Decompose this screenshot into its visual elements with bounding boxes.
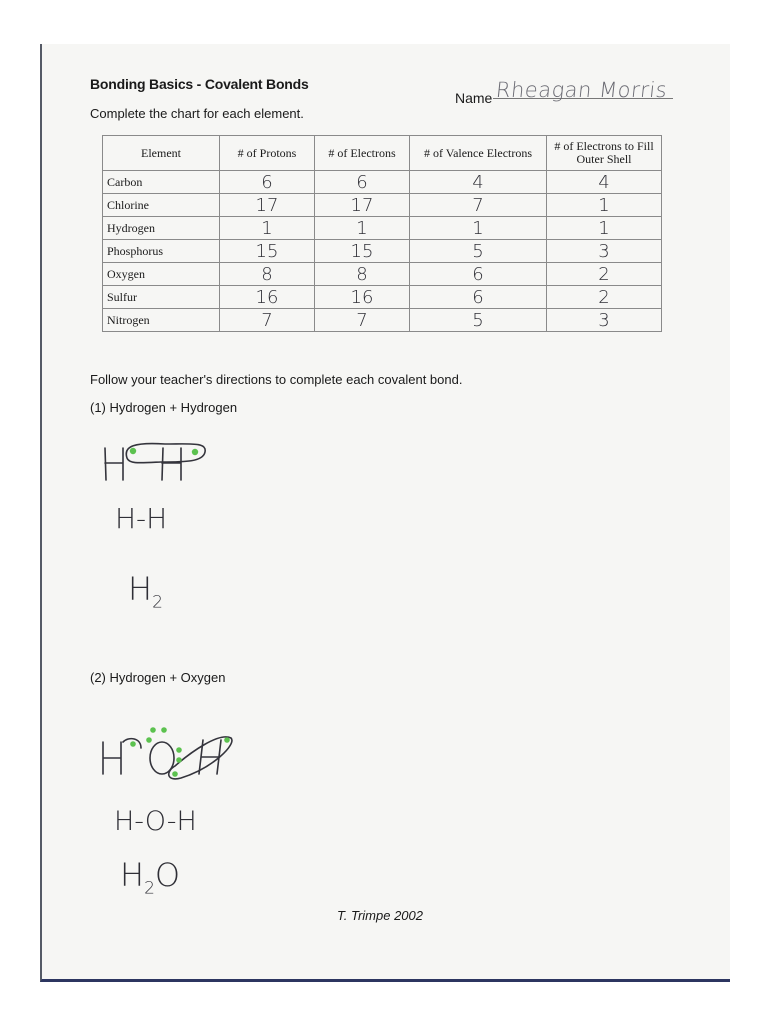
formula-symbol: H — [120, 856, 145, 894]
answer-cell-to-fill: 2 — [547, 286, 662, 309]
answer-cell-valence: 4 — [410, 171, 547, 194]
electron-dot — [172, 771, 178, 777]
bond1-structural-formula: H-H — [115, 502, 168, 535]
bond1-label: (1) Hydrogen + Hydrogen — [90, 400, 238, 415]
formula-symbol: H — [128, 570, 153, 608]
answer-cell-valence: 6 — [410, 286, 547, 309]
element-name-cell: Sulfur — [103, 286, 220, 309]
hydrogen-atom-1 — [103, 742, 121, 774]
answer-cell-protons: 7 — [220, 309, 315, 332]
table-row — [103, 217, 662, 240]
answer-cell-electrons: 1 — [315, 217, 410, 240]
answer-cell-electrons: 17 — [315, 194, 410, 217]
answer-cell-to-fill: 3 — [547, 240, 662, 263]
bond1-molecular-formula — [128, 572, 163, 619]
formula-subscript: 2 — [144, 878, 155, 899]
answer-cell-electrons: 6 — [315, 171, 410, 194]
element-name-cell: Hydrogen — [103, 217, 220, 240]
bond2-molecular-formula — [120, 858, 180, 905]
electron-dot — [150, 727, 156, 733]
answer-cell-valence: 1 — [410, 217, 547, 240]
answer-cell-protons: 15 — [220, 240, 315, 263]
electron-dot — [176, 747, 182, 753]
chart-header-row — [103, 136, 662, 171]
answer-cell-to-fill: 1 — [547, 194, 662, 217]
footer-credit: T. Trimpe 2002 — [337, 908, 423, 923]
header-electrons: # of Electrons — [315, 136, 410, 171]
table-row — [103, 194, 662, 217]
element-name-cell: Chlorine — [103, 194, 220, 217]
answer-cell-protons: 17 — [220, 194, 315, 217]
formula-symbol: O — [154, 856, 181, 894]
bond2-dot-diagram — [95, 722, 240, 792]
element-name-cell: Nitrogen — [103, 309, 220, 332]
element-name-cell: Phosphorus — [103, 240, 220, 263]
header-to-fill: # of Electrons to Fill Outer Shell — [547, 136, 662, 171]
answer-cell-protons: 8 — [220, 263, 315, 286]
answer-cell-valence: 7 — [410, 194, 547, 217]
hydrogen-atom-2 — [162, 448, 181, 480]
header-element: Element — [103, 136, 220, 171]
element-name-cell: Carbon — [103, 171, 220, 194]
answer-cell-valence: 5 — [410, 240, 547, 263]
answer-cell-to-fill: 2 — [547, 263, 662, 286]
electron-dot — [130, 448, 136, 454]
electron-dot — [146, 737, 152, 743]
name-label: Name — [455, 90, 493, 106]
chart-instructions: Complete the chart for each element. — [90, 106, 304, 121]
answer-cell-electrons: 15 — [315, 240, 410, 263]
table-row — [103, 263, 662, 286]
electron-dot — [176, 757, 182, 763]
answer-cell-protons: 16 — [220, 286, 315, 309]
answer-cell-protons: 1 — [220, 217, 315, 240]
element-name-cell: Oxygen — [103, 263, 220, 286]
answer-cell-valence: 5 — [410, 309, 547, 332]
electron-dot — [224, 737, 230, 743]
header-protons: # of Protons — [220, 136, 315, 171]
answer-cell-to-fill: 3 — [547, 309, 662, 332]
answer-cell-electrons: 8 — [315, 263, 410, 286]
formula-subscript: 2 — [152, 592, 163, 613]
bond2-structural-formula: H-O-H — [114, 806, 197, 837]
element-chart — [102, 135, 662, 332]
hydrogen-atom-1 — [105, 448, 123, 480]
answer-cell-electrons: 7 — [315, 309, 410, 332]
answer-cell-to-fill: 1 — [547, 217, 662, 240]
answer-cell-to-fill: 4 — [547, 171, 662, 194]
electron-dot — [192, 449, 198, 455]
answer-cell-protons: 6 — [220, 171, 315, 194]
electron-dot — [130, 741, 136, 747]
bond2-label: (2) Hydrogen + Oxygen — [90, 670, 226, 685]
bond1-dot-diagram — [95, 432, 220, 490]
chart-body — [103, 171, 662, 332]
answer-cell-valence: 6 — [410, 263, 547, 286]
worksheet-title: Bonding Basics - Covalent Bonds — [90, 76, 309, 92]
header-valence: # of Valence Electrons — [410, 136, 547, 171]
bond-directions: Follow your teacher's directions to complete each covalent bond. — [90, 372, 463, 387]
electron-dot — [161, 727, 167, 733]
table-row — [103, 240, 662, 263]
table-row — [103, 286, 662, 309]
table-row — [103, 309, 662, 332]
student-name: Rheagan Morris — [494, 78, 669, 102]
table-row — [103, 171, 662, 194]
answer-cell-electrons: 16 — [315, 286, 410, 309]
